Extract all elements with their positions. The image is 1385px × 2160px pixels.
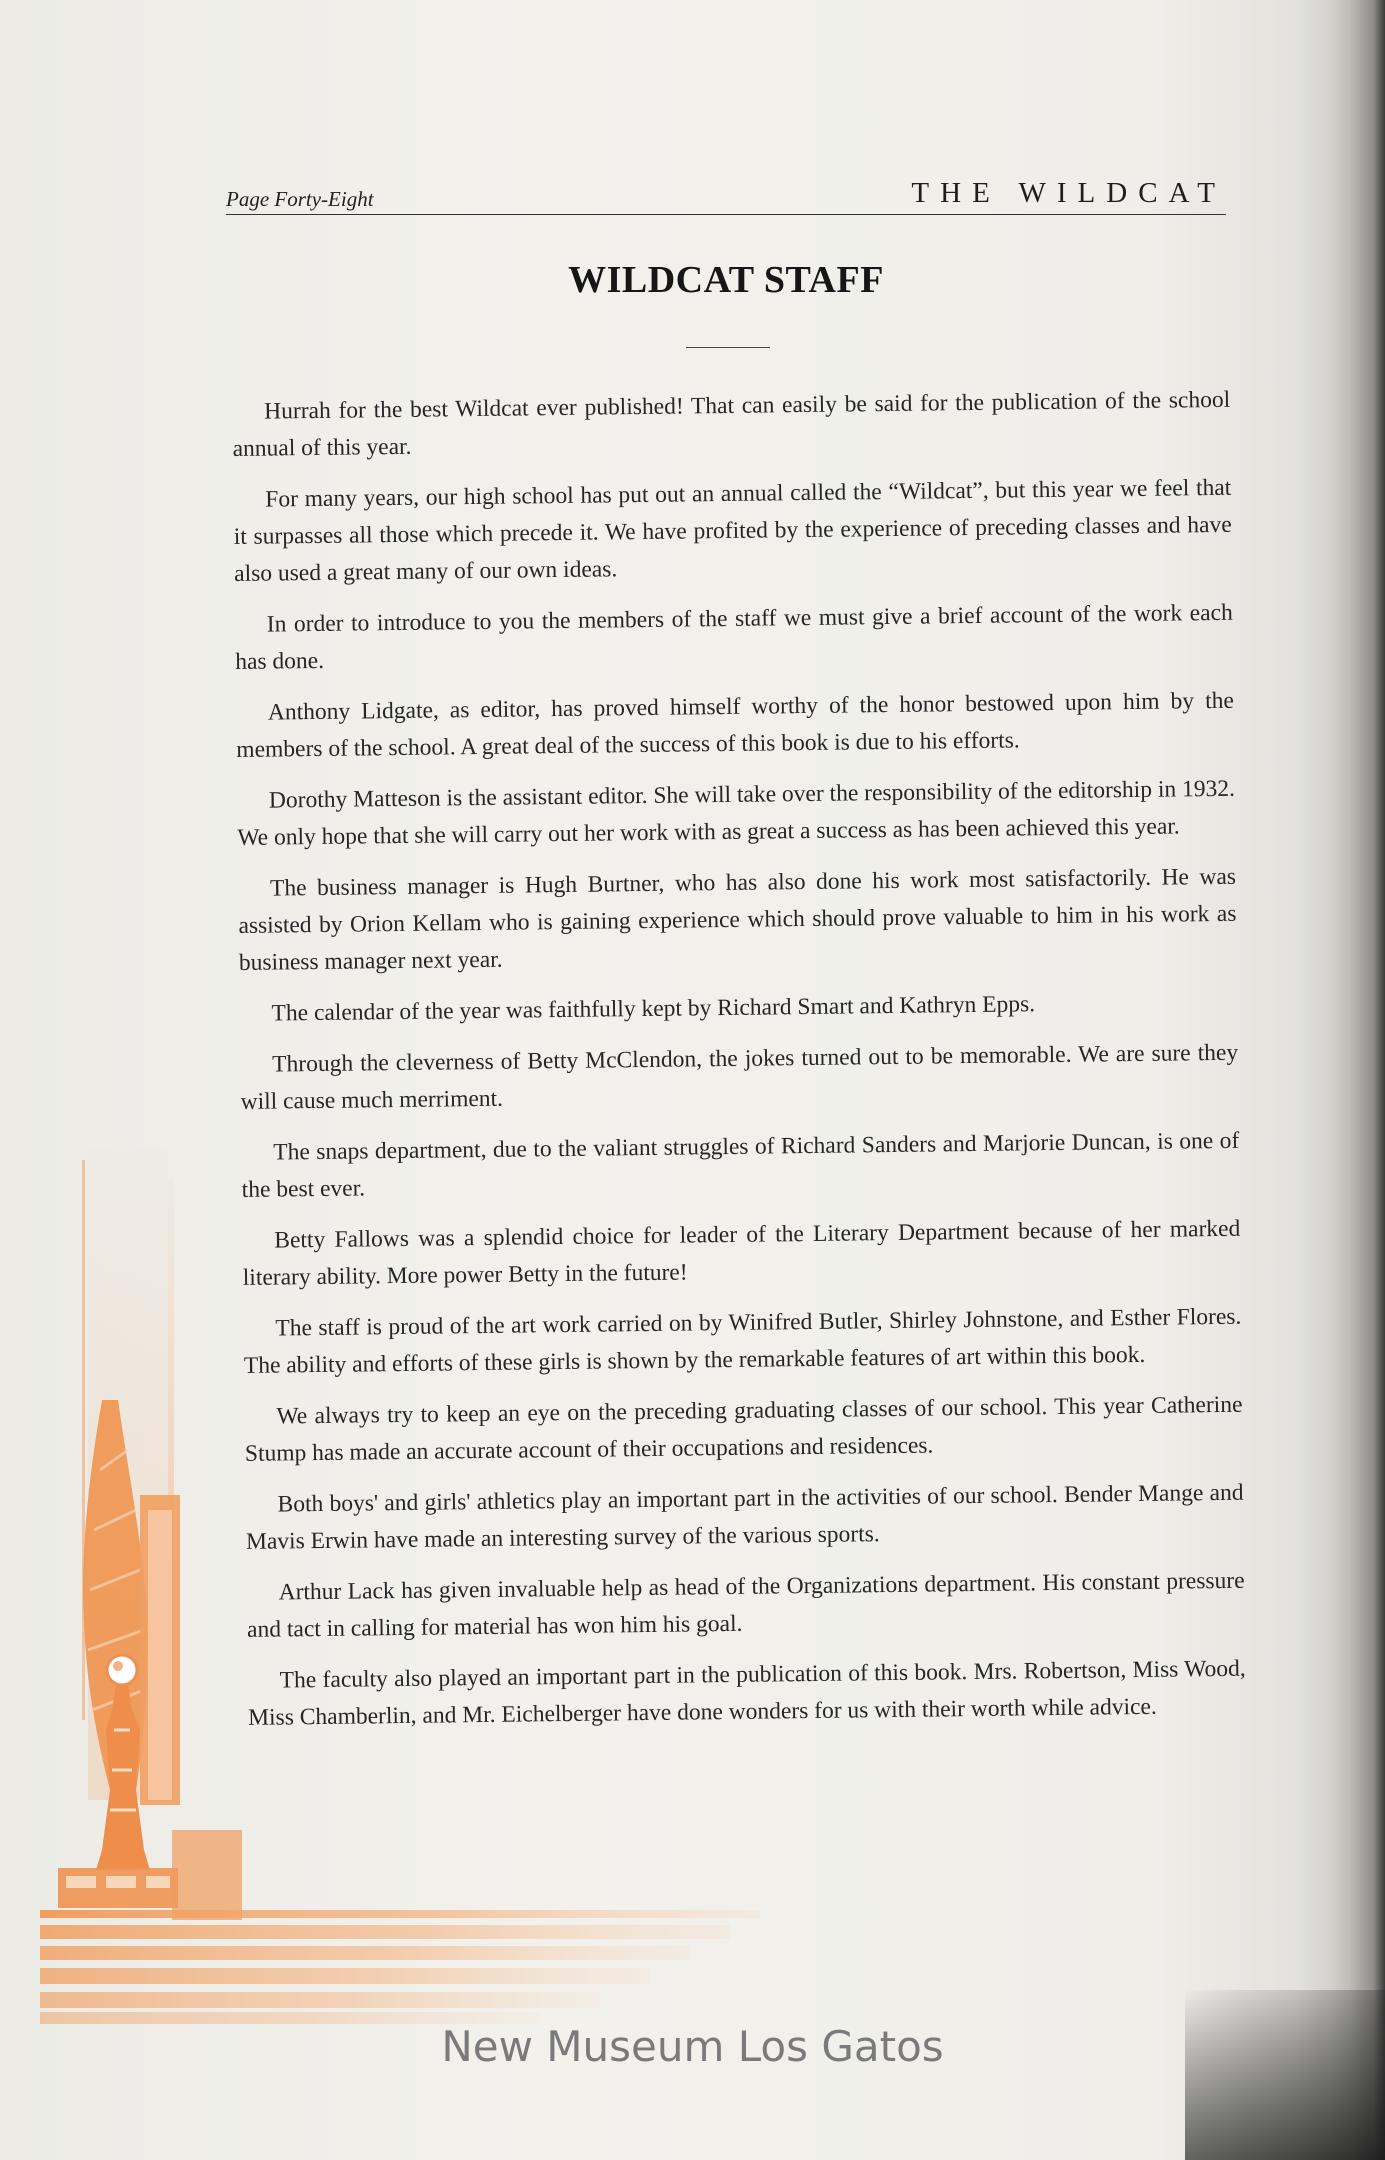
paragraph: The calendar of the year was faithfully kept by Richard Smart and Kathryn Epps. xyxy=(271,991,1036,1027)
article-title: WILDCAT STAFF xyxy=(568,259,884,301)
page-header xyxy=(226,176,1226,215)
stairway-lamp-illustration xyxy=(40,1150,780,2030)
paragraph: The snaps department, due to the valiant struggles of Richard Sanders and Marjorie Duncan, is one of the best ever. xyxy=(241,1127,1240,1203)
paragraph: Both boys' and girls' athletics play an important part in the activities of our school. Bender Mange and Mavis Erwin have made an interesting survey of the various sports. xyxy=(245,1479,1244,1555)
paragraph: The business manager is Hugh Burtner, who has also done his work most satisfactorily. He was assisted by Orion Kellam who is gaining experience which should prove valuable to him in his work as business manager next year. xyxy=(238,863,1237,976)
paragraph: For many years, our high school has put out an annual called the “Wildcat”, but this year we feel that it surpasses all those which precede it. We have profited by the experience of preceding classes and have also used a great many of our own ideas. xyxy=(233,474,1232,587)
paragraph: Arthur Lack has given invaluable help as head of the Organizations department. His constant pressure and tact in calling for material has won him his goal. xyxy=(246,1567,1245,1643)
paragraph: Dorothy Matteson is the assistant editor. She will take over the responsibility of the editorship in 1932. We only hope that she will carry out her work with as great a success as has been achieved this year. xyxy=(237,775,1236,851)
paragraph: In order to introduce to you the members of the staff we must give a brief account of the work each has done. xyxy=(235,599,1233,675)
title-rule xyxy=(686,347,770,348)
page-number: Page Forty-Eight xyxy=(226,187,374,211)
paragraph: We always try to keep an eye on the preceding graduating classes of our school. This year Catherine Stump has made an accurate account of their occupations and residences. xyxy=(244,1391,1243,1467)
paragraph: The faculty also played an important part in the publication of this book. Mrs. Robertson, Miss Wood, Miss Chamberlin, and Mr. Eichelberger have done wonders for us with their worth while advice. xyxy=(248,1655,1246,1731)
page-edge-shadow xyxy=(1327,0,1385,2160)
paragraph: Through the cleverness of Betty McClendon, the jokes turned out to be memorable. We are sure they will cause much merriment. xyxy=(240,1039,1239,1115)
scan-background-corner xyxy=(1185,1990,1385,2160)
paragraph: Anthony Lidgate, as editor, has proved himself worthy of the honor bestowed upon him by the members of the school. A great deal of the success of this book is due to his efforts. xyxy=(236,687,1234,763)
paragraph: Hurrah for the best Wildcat ever published! That can easily be said for the publication of the school annual of this year. xyxy=(232,386,1231,462)
paragraph: Betty Fallows was a splendid choice for leader of the Literary Department because of her marked literary ability. More power Betty in the future! xyxy=(242,1215,1241,1291)
museum-watermark: New Museum Los Gatos xyxy=(441,2022,944,2071)
paragraph: The staff is proud of the art work carried on by Winifred Butler, Shirley Johnstone, and Esther Flores. The ability and efforts of these girls is shown by the remarkable features of art within this book. xyxy=(243,1303,1242,1379)
running-title: THE WILDCAT xyxy=(911,177,1226,209)
